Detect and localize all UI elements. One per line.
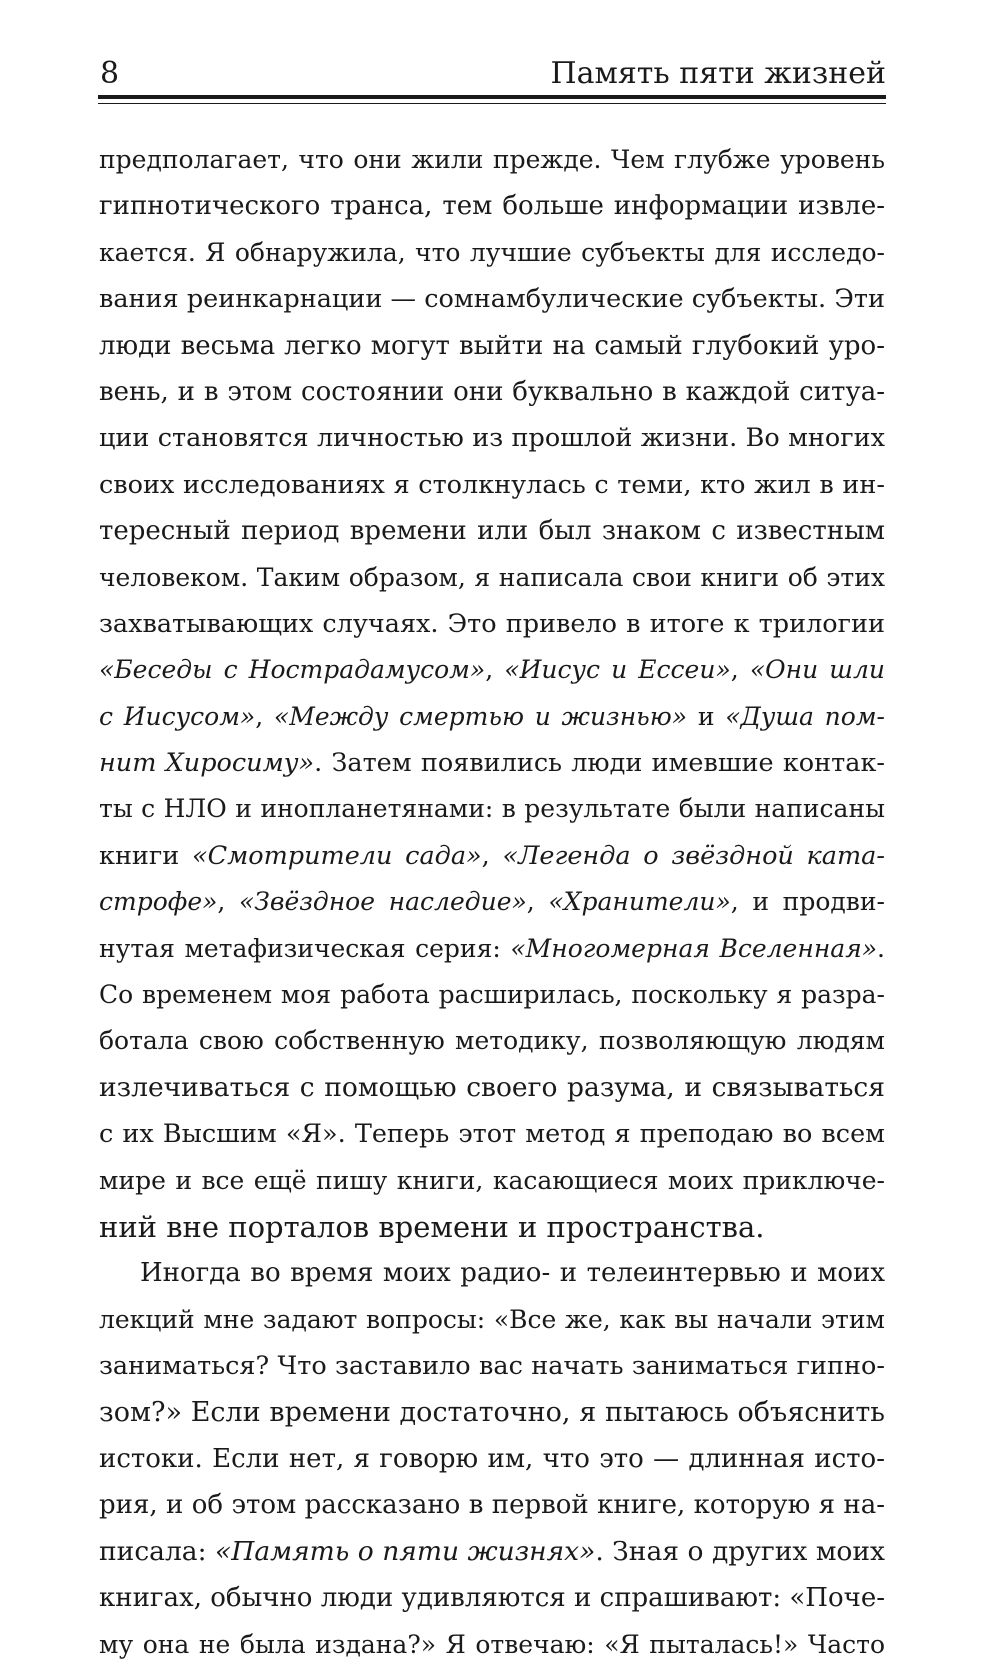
book-title: «Звёздное наследие» [239,887,527,917]
header-rule-thick [98,95,886,99]
text-line: гипнотического транса, тем больше информации извле- [99,191,885,222]
book-title: «Хранители» [548,887,731,917]
text-line: «Беседы с Нострадамусом», «Иисус и Ессеи», «Они шли [99,655,885,685]
text-line: предполагает, что они жили прежде. Чем глубже уровень [99,145,885,174]
text-line: книги «Смотрители сада», «Легенда о звёздной ката- [99,840,885,871]
text-line: человеком. Таким образом, я написала свои книги об этих [99,562,885,592]
book-title: нит Хиросиму» [99,748,315,779]
book-title: строфе» [99,887,218,917]
book-title: «Память о пяти жизнях» [215,1535,596,1567]
book-title: «Иисус и Ессеи» [504,655,731,685]
text-line: ции становятся личностью из прошлой жизни. Во многих [99,423,885,454]
running-header [98,56,886,92]
book-title: «Многомерная Вселенная» [510,933,878,963]
text-line: писала: «Память о пяти жизнях». Зная о других моих [99,1535,885,1567]
text-line: строфе», «Звёздное наследие», «Хранители», и продви- [99,887,885,917]
text-line: нутая метафизическая серия: «Многомерная Вселенная». [99,933,885,963]
book-title: «Смотрители сада» [192,840,482,871]
book-title: «Между смертью и жизнью» [273,701,688,731]
text-line: с Иисусом», «Между смертью и жизнью» и «Душа пом- [99,701,885,731]
book-title: с Иисусом» [99,701,256,731]
header-rule-thin [98,103,886,104]
page-number: 8 [100,56,120,91]
text-line: вень, и в этом состоянии они буквально в каждой ситуа- [99,376,885,407]
text-line: ты с НЛО и инопланетянами: в результате были написаны [99,794,885,824]
book-title: «Они шли [749,655,885,685]
text-line: ний вне порталов времени и пространства. [99,1209,765,1244]
text-line: зом?» Если времени достаточно, я пытаюсь объяснить [99,1396,885,1428]
text-line: Иногда во время моих радио- и телеинтервью и моих [140,1258,885,1289]
text-line: тересный период времени или был знаком с известным [99,516,885,547]
text-line: истоки. Если нет, я говорю им, что это — длинная исто- [99,1443,885,1474]
text-line: рия, и об этом рассказано в первой книге, которую я на- [99,1490,885,1521]
text-line: заниматься? Что заставило вас начать заниматься гипно- [99,1351,885,1382]
text-line: му она не была издана?» Я отвечаю: «Я пыталась!» Часто [99,1629,885,1659]
running-title: Память пяти жизней [550,56,886,91]
body-text [99,137,885,1668]
text-line: нит Хиросиму». Затем появились люди имевшие контак- [99,748,885,779]
text-line: лекций мне задают вопросы: «Все же, как вы начали этим [99,1304,885,1334]
text-line: своих исследованиях я столкнулась с теми, кто жил в ин- [99,469,885,500]
book-title: «Беседы с Нострадамусом» [99,655,486,685]
text-line: ботала свою собственную методику, позволяющую людям [99,1026,885,1056]
text-line: с их Высшим «Я». Теперь этот метод я преподаю во всем [99,1119,885,1150]
text-line: люди весьма легко могут выйти на самый глубокий уро- [99,330,885,361]
text-line: излечиваться с помощью своего разума, и связываться [99,1071,885,1103]
text-line: книгах, обычно люди удивляются и спрашивают: «Поче- [99,1583,885,1614]
text-line: мире и все ещё пишу книги, касающиеся моих приключе- [99,1165,885,1195]
book-title: «Легенда о звёздной ката- [502,840,885,871]
text-line: Со временем моя работа расширилась, поскольку я разра- [99,980,885,1010]
text-line: захватывающих случаях. Это привело в итоге к трилогии [99,608,885,639]
text-line: вания реинкарнации — сомнамбулические субъекты. Эти [99,284,885,315]
book-title: «Душа пом- [725,701,885,731]
text-line: кается. Я обнаружила, что лучшие субъекты для исследо- [99,237,885,267]
